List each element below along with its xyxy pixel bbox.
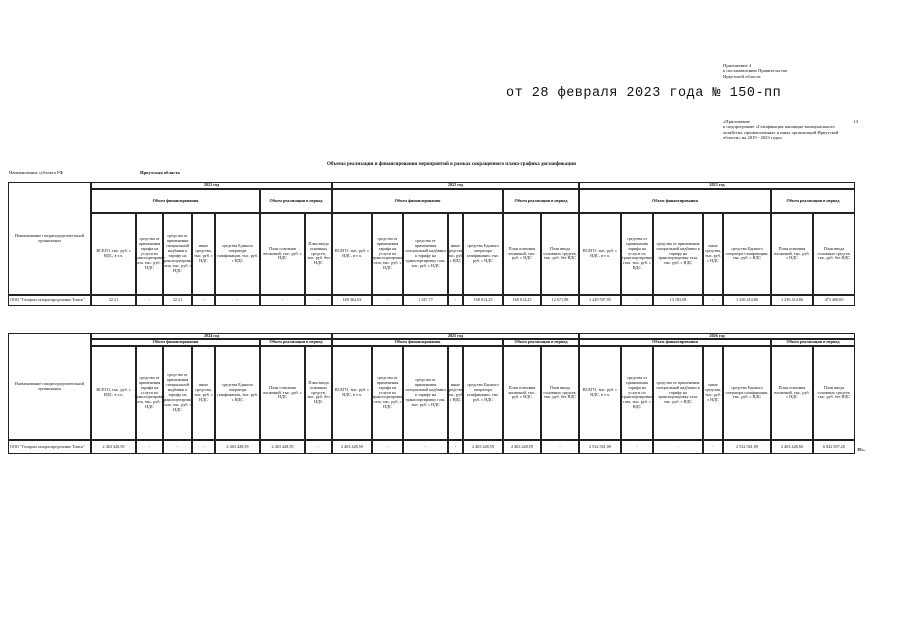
appendix-line: к постановлению Правительства — [723, 68, 787, 74]
appendix-line: Иркутской области — [723, 73, 761, 79]
value-cell: 2 532 561,09 — [579, 440, 621, 454]
value-cell: 12 671,88 — [541, 295, 579, 306]
end-mark — [857, 447, 865, 452]
column-header: ВСЕГО, тыс. руб. с НДС, в т.ч. — [332, 213, 372, 295]
column-header: План ввода основных средств, тыс. руб. без НДС — [541, 346, 579, 440]
column-header: средства от применения специальной надбавки к тарифу на транспортировку газа, тыс. руб. с НДС — [163, 346, 192, 440]
appendix2-number: 13 — [853, 119, 858, 124]
column-header: План ввода основных средств, тыс. руб. без НДС — [813, 346, 855, 440]
column-header: средства от применения тарифа на услуги по транспортировке газа, тыс. руб. с НДС — [136, 346, 163, 440]
value-cell: 6 842 857,20 — [813, 440, 855, 454]
appendix2-block — [723, 119, 858, 140]
year-header: 2025 год — [332, 333, 579, 339]
value-cell: - — [192, 440, 215, 454]
column-header: средства Единого оператора газификации, тыс. руб. с НДС — [215, 213, 260, 295]
value-cell: 32,31 — [163, 295, 192, 306]
value-cell: 168 014,25 — [463, 295, 503, 306]
implementation-header: Объем реализации в период — [771, 339, 855, 346]
value-cell: - — [305, 295, 332, 306]
column-header: План ввода основных средств, тыс. руб. без НДС — [541, 213, 579, 295]
document-stamp: от 28 февраля 2023 года № 150-пп — [506, 86, 782, 101]
appendix-line: Приложение 4 — [723, 63, 752, 68]
value-cell: - — [703, 440, 723, 454]
value-cell: - — [372, 295, 403, 306]
subject-value: Иркутская область — [140, 170, 180, 175]
value-cell: 168 014,25 — [503, 295, 541, 306]
column-header: средства от применения тарифа на услуги по транспортировке газа, тыс. руб. с НДС — [621, 213, 653, 295]
value-cell: - — [215, 295, 260, 306]
value-cell: - — [136, 295, 163, 306]
financing-header: Объем финансирования — [579, 339, 771, 346]
column-header: ВСЕГО, тыс. руб. с НДС, в т.ч. — [579, 213, 621, 295]
column-header: средства от применения специальной надбавки к тарифу на транспортировку газа, тыс. руб. с НДС — [653, 346, 703, 440]
org-name-cell: ООО "Газпром газораспределение Томск" — [8, 440, 91, 454]
column-header: План освоения вложений, тыс. руб. с НДС — [260, 213, 305, 295]
implementation-header: Объем реализации в период — [503, 189, 579, 213]
column-header: средства от применения тарифа на услуги по транспортировке газа, тыс. руб. с НДС — [372, 213, 403, 295]
value-cell: - — [305, 440, 332, 454]
value-cell: 13 183,08 — [653, 295, 703, 306]
value-cell: - — [448, 295, 463, 306]
column-header: ВСЕГО, тыс. руб. с НДС, в т.ч. — [91, 213, 136, 295]
value-cell: 2 463 428,59 — [503, 440, 541, 454]
value-cell: - — [136, 440, 163, 454]
column-header: средства Единого оператора газификации, тыс. руб. с НДС — [463, 346, 503, 440]
value-cell: - — [260, 295, 305, 306]
appendix2-line: хозяйства, промышленных и иных организаций Иркутской — [723, 129, 839, 135]
value-cell: 1 236 414,86 — [723, 295, 771, 306]
column-header: План освоения вложений, тыс. руб. с НДС — [503, 346, 541, 440]
appendix-block — [723, 63, 787, 79]
column-header: иные средства, тыс. руб. с НДС — [448, 213, 463, 295]
financing-header: Объем финансирования — [332, 189, 503, 213]
financing-header: Объем финансирования — [332, 339, 503, 346]
column-header: ВСЕГО, тыс. руб. с НДС, в т.ч. — [579, 346, 621, 440]
column-header: План освоения вложений, тыс. руб. с НДС — [260, 346, 305, 440]
column-header: средства от применения тарифа на услуги по транспортировке газа, тыс. руб. с НДС — [136, 213, 163, 295]
year-header: 2022 год — [332, 182, 579, 189]
value-cell: - — [541, 440, 579, 454]
page-number: 39 — [857, 447, 862, 452]
column-header: средства от применения специальной надбавки к тарифу на транспортировку газа, тыс. руб. с НДС — [403, 213, 448, 295]
implementation-header: Объем реализации в период — [260, 339, 332, 346]
value-cell: - — [703, 295, 723, 306]
column-header: средства Единого оператора газификации, тыс. руб. с НДС — [723, 346, 771, 440]
column-header: средства от применения тарифа на услуги по транспортировке газа, тыс. руб. с НДС — [621, 346, 653, 440]
value-cell: 1 347,77 — [403, 295, 448, 306]
value-cell: 2 463 428,59 — [463, 440, 503, 454]
value-cell: 2 532 561,09 — [723, 440, 771, 454]
value-cell: 2 463 428,59 — [332, 440, 372, 454]
value-cell: - — [403, 440, 448, 454]
value-cell: - — [621, 295, 653, 306]
value-cell: - — [448, 440, 463, 454]
financing-header: Объем финансирования — [91, 189, 260, 213]
implementation-header: Объем реализации в период — [771, 189, 855, 213]
financing-header: Объем финансирования — [91, 339, 260, 346]
column-header: План освоения вложений, тыс. руб. с НДС — [771, 213, 813, 295]
value-cell: 32,31 — [91, 295, 136, 306]
column-header: иные средства, тыс. руб. с НДС — [192, 213, 215, 295]
financing-header: Объем финансирования — [579, 189, 771, 213]
value-cell: 1 236 414,86 — [771, 295, 813, 306]
subject-label: Наименование субъекта РФ — [9, 170, 64, 175]
value-cell: - — [192, 295, 215, 306]
column-header: средства Единого оператора газификации, тыс. руб. с НДС — [723, 213, 771, 295]
column-header: План ввода основных средств, тыс. руб. без НДС — [305, 346, 332, 440]
appendix2-title: «Приложение — [723, 119, 750, 124]
column-header: средства от применения тарифа на услуги по транспортировке газа, тыс. руб. с НДС — [372, 346, 403, 440]
column-header: средства Единого оператора газификации, тыс. руб. с НДС — [463, 213, 503, 295]
org-header-cell: Наименование газораспределительной организации — [8, 182, 91, 295]
value-cell: - — [163, 440, 192, 454]
column-header: План ввода основных средств, тыс. руб. без НДС — [305, 213, 332, 295]
column-header: средства от применения специальной надбавки к тарифу на транспортировку газа, тыс. руб. с НДС — [653, 213, 703, 295]
column-header: иные средства, тыс. руб. с НДС — [448, 346, 463, 440]
column-header: средства от применения специальной надбавки к тарифу на транспортировку газа, тыс. руб. с НДС — [403, 346, 448, 440]
value-cell: - — [653, 440, 703, 454]
value-cell: 2 463 428,60 — [771, 440, 813, 454]
value-cell: - — [621, 440, 653, 454]
year-header: 2026 год — [579, 333, 855, 339]
column-header: План ввода основных средств, тыс. руб. без НДС — [813, 213, 855, 295]
value-cell: 2 463 428,59 — [215, 440, 260, 454]
value-cell: 2 463 428,59 — [260, 440, 305, 454]
implementation-header: Объем реализации в период — [260, 189, 332, 213]
value-cell: - — [372, 440, 403, 454]
value-cell: 1 249 597,95 — [579, 295, 621, 306]
value-cell: 2 463 428,59 — [91, 440, 136, 454]
column-header: План освоения вложений, тыс. руб. с НДС — [503, 213, 541, 295]
year-header: 2021 год — [91, 182, 332, 189]
appendix2-line: области» на 2019 - 2023 годы» — [723, 134, 783, 140]
value-cell: 473 400,00 — [813, 295, 855, 306]
column-header: иные средства, тыс. руб. с НДС — [703, 346, 723, 440]
closing-quote: ». — [861, 447, 866, 452]
column-header: ВСЕГО, тыс. руб. с НДС, в т.ч. — [332, 346, 372, 440]
org-name-cell: ООО "Газпром газораспределение Томск" — [8, 295, 91, 306]
document-title: Объемы реализации и финансирования мероприятий в рамках сокращенного плана-графика догазификации — [327, 162, 576, 167]
column-header: средства Единого оператора газификации, тыс. руб. с НДС — [215, 346, 260, 440]
column-header: иные средства, тыс. руб. с НДС — [703, 213, 723, 295]
column-header: ВСЕГО, тыс. руб. с НДС, в т.ч. — [91, 346, 136, 440]
column-header: иные средства, тыс. руб. с НДС — [192, 346, 215, 440]
year-header: 2024 год — [91, 333, 332, 339]
column-header: средства от применения специальной надбавки к тарифу на транспортировку газа, тыс. руб. с НДС — [163, 213, 192, 295]
appendix2-line: к подпрограмме «Газификация жилищно-коммунального — [723, 124, 835, 130]
value-cell: 169 362,02 — [332, 295, 372, 306]
implementation-header: Объем реализации в период — [503, 339, 579, 346]
column-header: План освоения вложений, тыс. руб. с НДС — [771, 346, 813, 440]
org-header-cell: Наименование газораспределительной организации — [8, 333, 91, 440]
year-header: 2023 год — [579, 182, 855, 189]
